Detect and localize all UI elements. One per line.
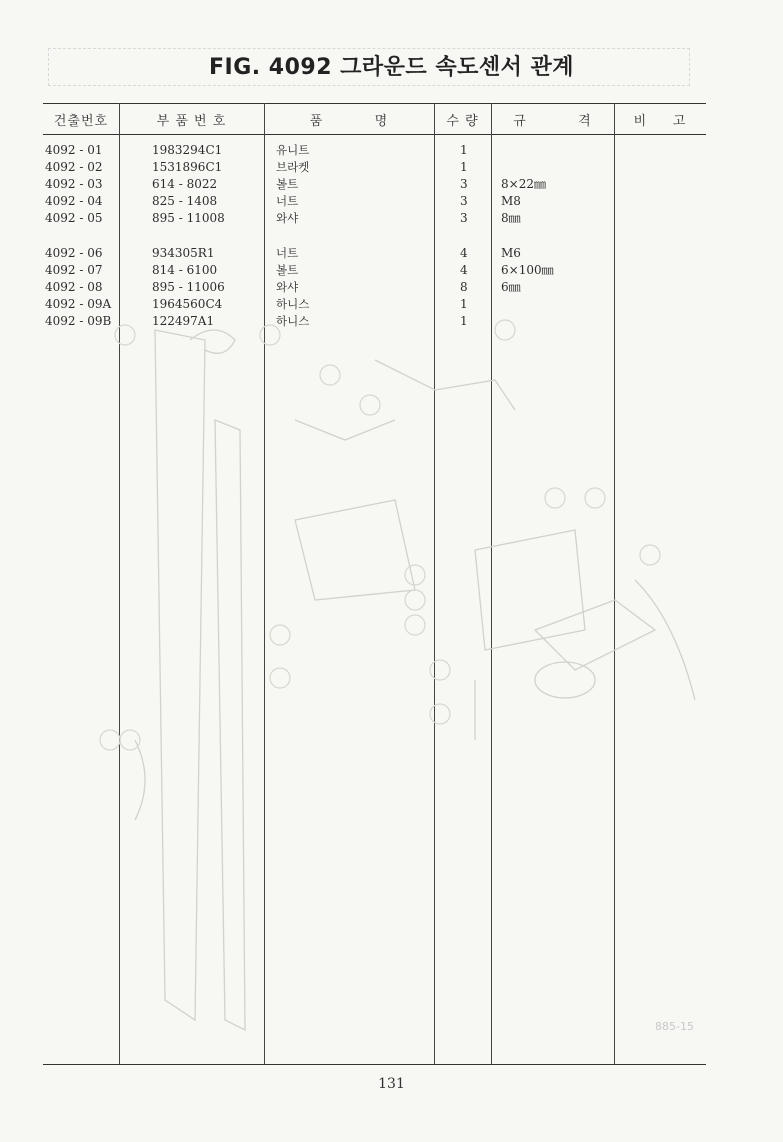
part-number: 122497A1 xyxy=(152,314,215,328)
harness-loop xyxy=(190,330,235,353)
quantity: 1 xyxy=(460,297,468,311)
specification: 8×22㎜ xyxy=(501,177,546,191)
quantity: 3 xyxy=(460,211,468,225)
item-number: 4092 - 07 xyxy=(45,263,103,277)
item-number: 4092 - 03 xyxy=(45,177,103,191)
page-number: 131 xyxy=(378,1076,405,1092)
item-number: 4092 - 08 xyxy=(45,280,103,294)
part-name: 하니스 xyxy=(276,314,310,328)
part-name: 하니스 xyxy=(276,297,310,311)
table-bottom-border xyxy=(43,1064,706,1065)
quantity: 1 xyxy=(460,143,468,157)
header-item-no: 건출번호 xyxy=(53,114,109,129)
item-number: 4092 - 05 xyxy=(45,211,103,225)
callout-circle xyxy=(120,730,140,750)
callout-circle xyxy=(430,704,450,724)
header-part-name: 품 명 xyxy=(309,114,389,129)
table-top-border xyxy=(43,103,706,104)
harness-cable xyxy=(135,740,145,820)
quantity: 1 xyxy=(460,314,468,328)
sensor-unit-body xyxy=(535,600,655,670)
callout-circle xyxy=(360,395,380,415)
quantity: 3 xyxy=(460,194,468,208)
callout-circle xyxy=(405,615,425,635)
part-number: 1964560C4 xyxy=(152,297,223,311)
part-name: 볼트 xyxy=(276,263,299,277)
callout-circle xyxy=(100,730,120,750)
exploded-parts-diagram xyxy=(95,300,715,1060)
part-number: 895 - 11008 xyxy=(152,211,225,225)
callout-circle xyxy=(405,565,425,585)
callout-circle xyxy=(320,365,340,385)
quantity: 4 xyxy=(460,263,468,277)
harness-cable xyxy=(635,580,695,700)
specification: 6×100㎜ xyxy=(501,263,554,277)
callout-circle xyxy=(270,625,290,645)
part-number: 1531896C1 xyxy=(152,160,223,174)
callout-circle xyxy=(405,590,425,610)
callout-circle xyxy=(115,325,135,345)
specification: 6㎜ xyxy=(501,280,521,294)
item-number: 4092 - 04 xyxy=(45,194,103,208)
mounting-plate xyxy=(475,530,585,650)
header-remarks: 비 고 xyxy=(633,114,687,129)
part-name: 너트 xyxy=(276,194,299,208)
item-number: 4092 - 01 xyxy=(45,143,103,157)
callout-circle xyxy=(640,545,660,565)
header-spec: 규 격 xyxy=(513,114,592,129)
drawing-reference-watermark: 885-15 xyxy=(655,1020,694,1033)
part-number: 895 - 11006 xyxy=(152,280,225,294)
callout-circle xyxy=(270,668,290,688)
leader-line xyxy=(295,420,395,440)
callout-circle xyxy=(545,488,565,508)
figure-title: FIG. 4092 그라운드 속도센서 관계 xyxy=(208,55,575,80)
header-quantity: 수 량 xyxy=(446,114,479,129)
quantity: 1 xyxy=(460,160,468,174)
callout-circle xyxy=(430,660,450,680)
item-number: 4092 - 06 xyxy=(45,246,103,260)
item-number: 4092 - 02 xyxy=(45,160,103,174)
header-part-no: 부 품 번 호 xyxy=(156,114,227,129)
callout-circle xyxy=(585,488,605,508)
part-name: 와샤 xyxy=(276,280,299,294)
item-number: 4092 - 09A xyxy=(45,297,112,311)
callout-circle xyxy=(495,320,515,340)
part-number: 614 - 8022 xyxy=(152,177,218,191)
frame-rail-outline xyxy=(155,330,205,1020)
quantity: 8 xyxy=(460,280,468,294)
bracket-plate xyxy=(295,500,415,600)
part-name: 볼트 xyxy=(276,177,299,191)
part-name: 브라켓 xyxy=(276,160,310,174)
part-number: 814 - 6100 xyxy=(152,263,218,277)
part-number: 825 - 1408 xyxy=(152,194,218,208)
table-header-border xyxy=(43,134,706,135)
quantity: 3 xyxy=(460,177,468,191)
part-name: 와샤 xyxy=(276,211,299,225)
quantity: 4 xyxy=(460,246,468,260)
specification: M8 xyxy=(501,194,521,208)
item-number: 4092 - 09B xyxy=(45,314,112,328)
part-number: 1983294C1 xyxy=(152,143,223,157)
part-name: 너트 xyxy=(276,246,299,260)
sensor-unit-cap xyxy=(535,662,595,698)
specification: 8㎜ xyxy=(501,211,521,225)
specification: M6 xyxy=(501,246,521,260)
leader-line xyxy=(375,360,515,410)
frame-rail-inner xyxy=(215,420,245,1030)
part-name: 유니트 xyxy=(276,143,310,157)
part-number: 934305R1 xyxy=(152,246,215,260)
